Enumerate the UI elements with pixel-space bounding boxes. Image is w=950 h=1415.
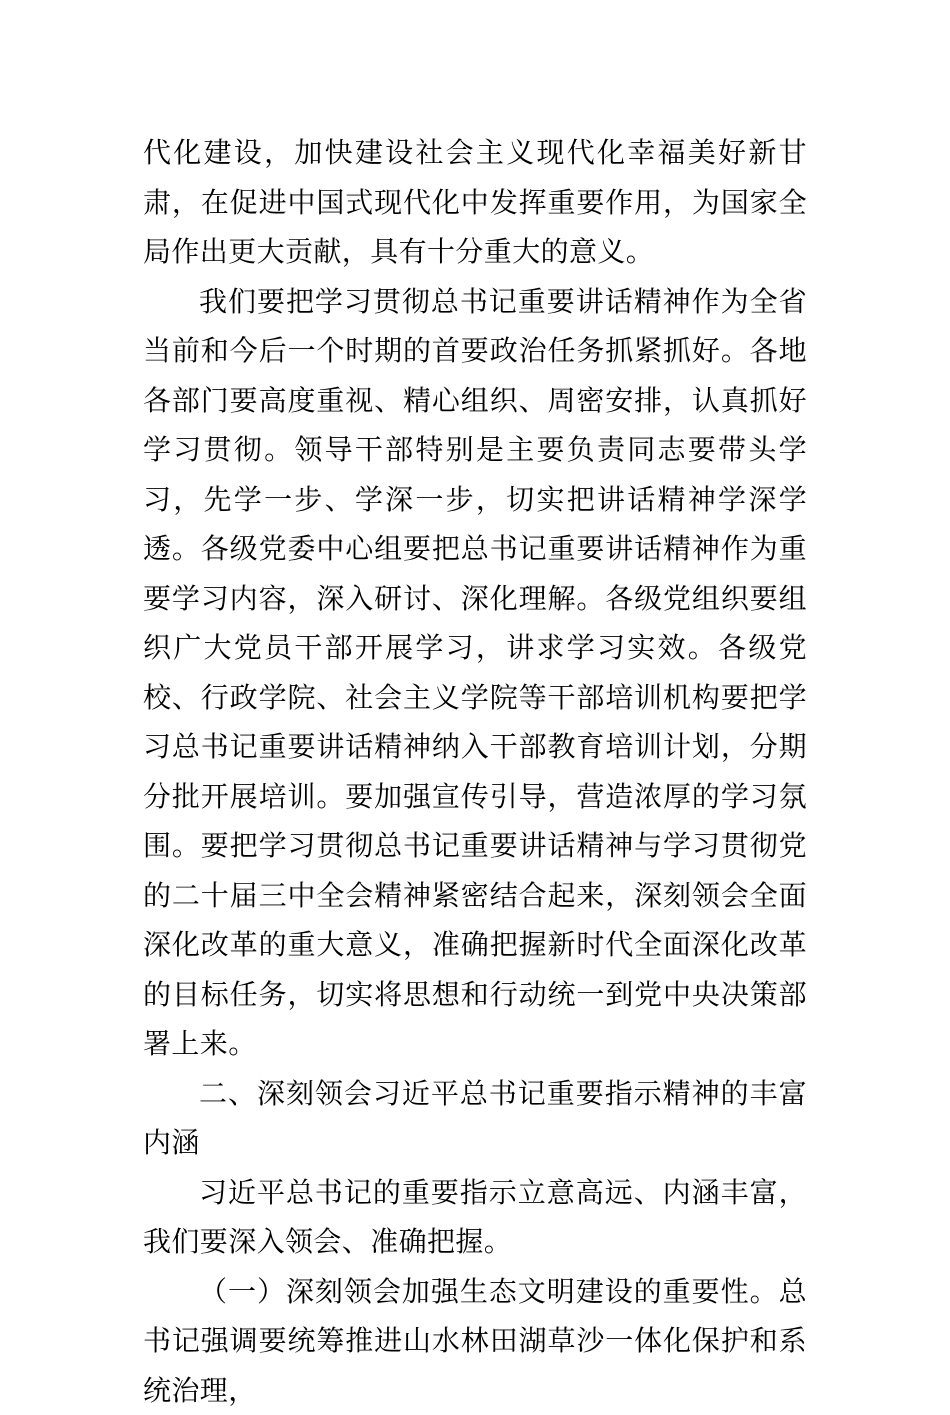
paragraph-continuation: 代化建设，加快建设社会主义现代化幸福美好新甘肃，在促进中国式现代化中发挥重要作用，为国家全局作出更大贡献，具有十分重大的意义。 <box>143 128 807 277</box>
paragraph-subsection-1: （一）深刻领会加强生态文明建设的重要性。总书记强调要统筹推进山水林田湖草沙一体化保护和系统治理， <box>143 1267 807 1415</box>
document-body <box>143 128 807 1415</box>
paragraph-section-intro: 习近平总书记的重要指示立意高远、内涵丰富，我们要深入领会、准确把握。 <box>143 1168 807 1267</box>
section-heading-2: 二、深刻领会习近平总书记重要指示精神的丰富内涵 <box>143 1069 807 1168</box>
paragraph-study-implementation: 我们要把学习贯彻总书记重要讲话精神作为全省当前和今后一个时期的首要政治任务抓紧抓好。各地各部门要高度重视、精心组织、周密安排，认真抓好学习贯彻。领导干部特别是主要负责同志要带头学习，先学一步、学深一步，切实把讲话精神学深学透。各级党委中心组要把总书记重要讲话精神作为重要学习内容，深入研讨、深化理解。各级党组织要组织广大党员干部开展学习，讲求学习实效。各级党校、行政学院、社会主义学院等干部培训机构要把学习总书记重要讲话精神纳入干部教育培训计划，分期分批开展培训。要加强宣传引导，营造浓厚的学习氛围。要把学习贯彻总书记重要讲话精神与学习贯彻党的二十届三中全会精神紧密结合起来，深刻领会全面深化改革的重大意义，准确把握新时代全面深化改革的目标任务，切实将思想和行动统一到党中央决策部署上来。 <box>143 277 807 1069</box>
